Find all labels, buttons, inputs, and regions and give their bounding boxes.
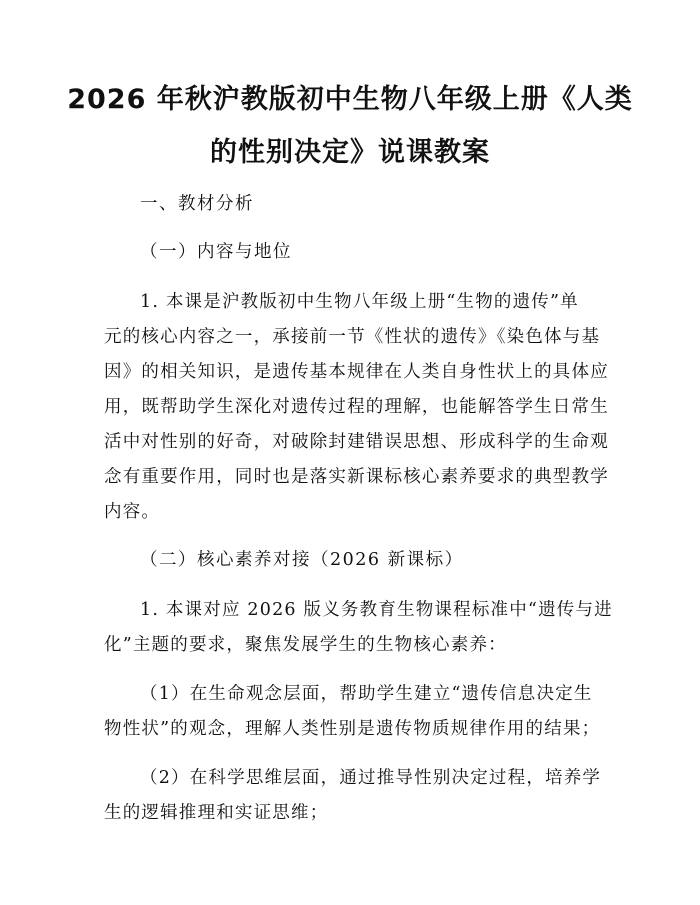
para1-line-6: 念有重要作用，同时也是落实新课标核心素养要求的典型教学 [104, 467, 609, 487]
para3-line-2: 物性状”的观念，理解人类性别是遗传物质规律作用的结果； [104, 719, 601, 739]
subsection-heading-content-position: （一）内容与地位 [140, 242, 292, 262]
para1-line-1: 1. 本课是沪教版初中生物八年级上册“生物的遗传”单 [140, 292, 579, 312]
para2-line-1: 1. 本课对应 2026 版义务教育生物课程标准中“遗传与进 [140, 600, 613, 620]
para1-line-7: 内容。 [104, 502, 161, 522]
para1-line-3: 因》的相关知识，是遗传基本规律在人类自身性状上的具体应 [104, 362, 609, 382]
para1-line-2: 元的核心内容之一，承接前一节《性状的遗传》《染色体与基 [104, 327, 601, 347]
para1-line-5: 活中对性别的好奇，对破除封建错误思想、形成科学的生命观 [104, 432, 609, 452]
para3-line-1: （1）在生命观念层面，帮助学生建立“遗传信息决定生 [140, 684, 593, 704]
para2-line-2: 化”主题的要求，聚焦发展学生的生物核心素养： [104, 635, 507, 655]
para1-line-4: 用，既帮助学生深化对遗传过程的理解，也能解答学生日常生 [104, 397, 609, 417]
document-title-line-1: 2026 年秋沪教版初中生物八年级上册《人类 [67, 84, 633, 115]
para4-line-1: （2）在科学思维层面，通过推导性别决定过程，培养学 [140, 768, 602, 788]
subsection-heading-core-literacy: （二）核心素养对接（2026 新课标） [140, 550, 464, 570]
section-heading-textbook-analysis: 一、教材分析 [140, 194, 254, 214]
para4-line-2: 生的逻辑推理和实证思维； [104, 803, 329, 823]
document-title-line-2: 的性别决定》说课教案 [210, 137, 490, 168]
